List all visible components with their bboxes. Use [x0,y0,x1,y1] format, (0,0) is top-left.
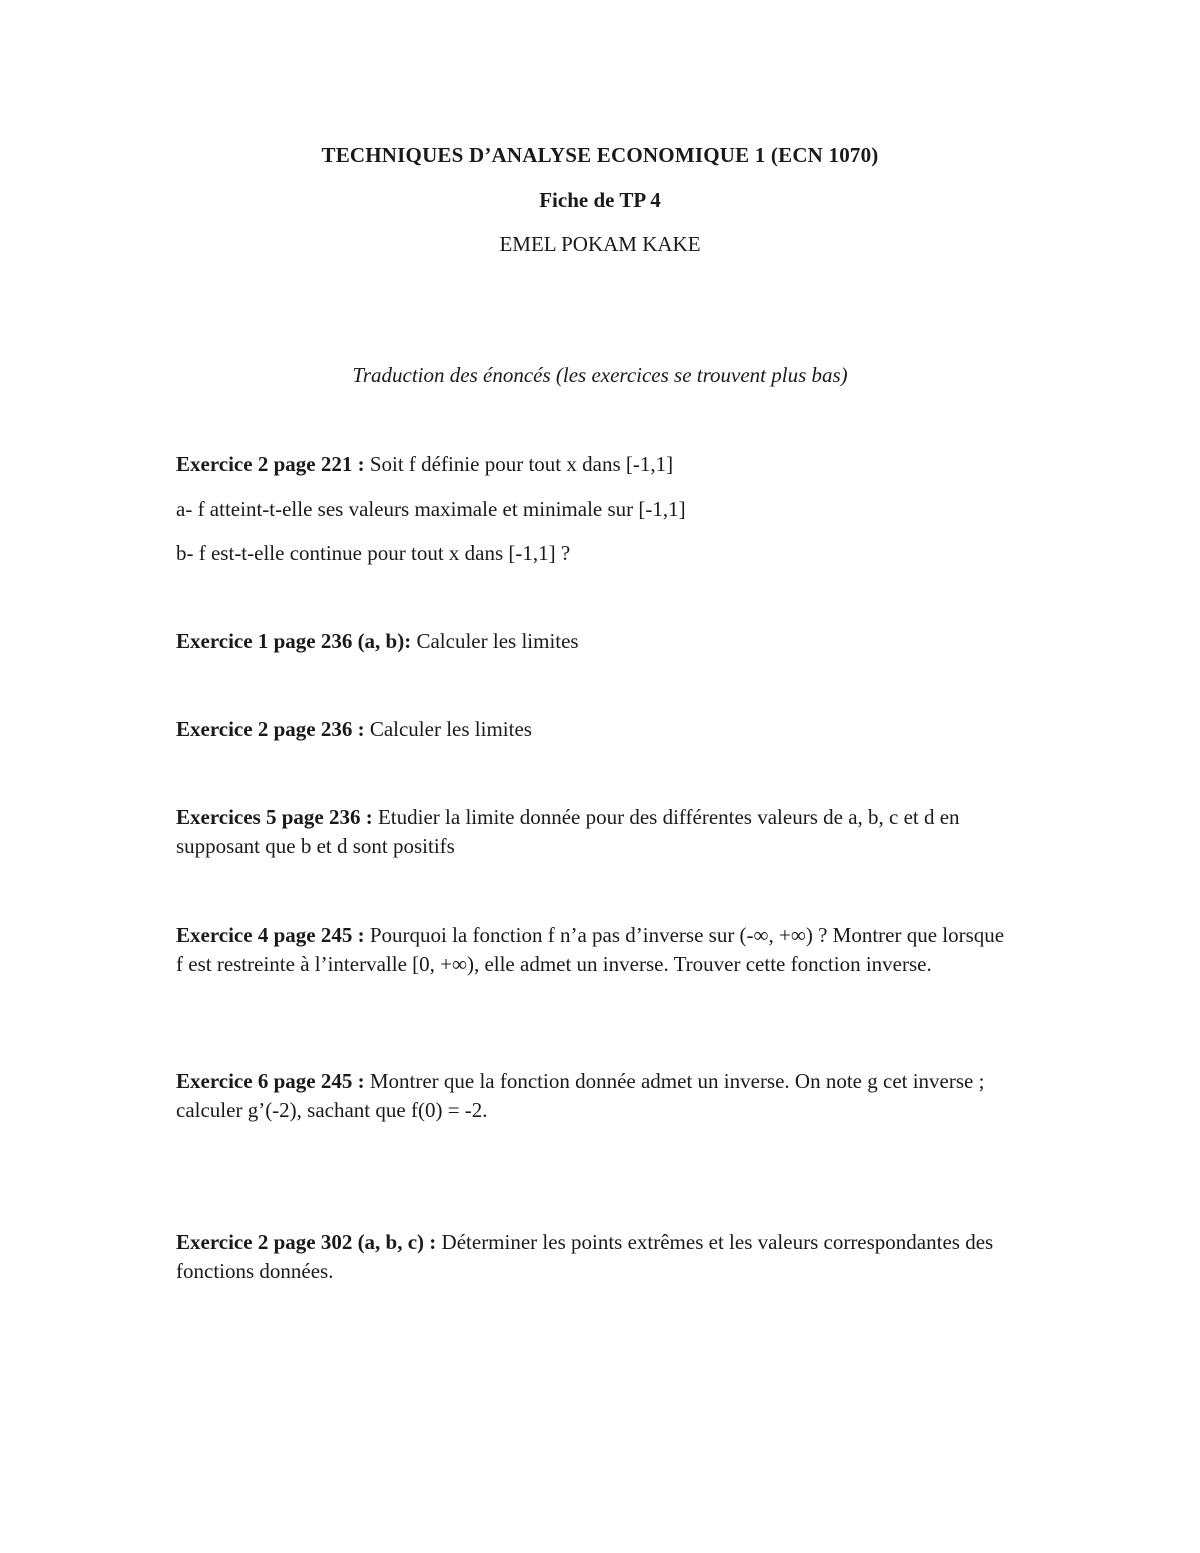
exercise-text: Soit f définie pour tout x dans [-1,1] [364,452,674,476]
exercise-heading: Exercice 6 page 245 : [176,1069,365,1093]
exercise-block [176,1067,1016,1125]
exercise-heading: Exercices 5 page 236 : [176,805,373,829]
document-subtitle: Fiche de TP 4 [539,188,661,212]
exercise-block [176,1228,1016,1286]
exercise-item: b- f est-t-elle continue pour tout x dans [-1,1] ? [176,541,571,565]
exercise-item: a- f atteint-t-elle ses valeurs maximale et minimale sur [-1,1] [176,497,686,521]
exercise-text: Calculer les limites [411,629,579,653]
exercise-heading: Exercice 2 page 236 : [176,717,365,741]
exercise-text: Déterminer les points extrêmes et les valeurs correspondantes des fonctions données. [176,1230,994,1283]
exercise-heading: Exercice 2 page 221 : [176,452,365,476]
exercise-heading: Exercice 2 page 302 (a, b, c) : [176,1230,437,1254]
exercise-text: Etudier la limite donnée pour des différentes valeurs de a, b, c et d en supposant que b et d sont positifs [176,805,960,858]
exercise-block [176,715,1016,744]
document-title: TECHNIQUES D’ANALYSE ECONOMIQUE 1 (ECN 1070) [321,143,879,167]
exercise-heading: Exercice 4 page 245 : [176,923,365,947]
exercise-block [176,803,1016,861]
exercise-text: Calculer les limites [364,717,532,741]
intro-note: Traduction des énoncés (les exercices se trouvent plus bas) [352,363,848,387]
document-author: EMEL POKAM KAKE [499,232,701,256]
exercise-block [176,921,1016,979]
exercise-text: Pourquoi la fonction f n’a pas d’inverse sur (-∞, +∞) ? Montrer que lorsque f est restreinte à l’intervalle [0, +∞), elle admet un inverse. Trouver cette fonction inverse. [176,923,1005,976]
exercise-text: Montrer que la fonction donnée admet un inverse. On note g cet inverse ; calculer g’(-2), sachant que f(0) = -2. [176,1069,985,1122]
exercise-heading: Exercice 1 page 236 (a, b): [176,629,412,653]
exercise-block [176,627,1016,656]
exercise-block [176,450,1016,479]
